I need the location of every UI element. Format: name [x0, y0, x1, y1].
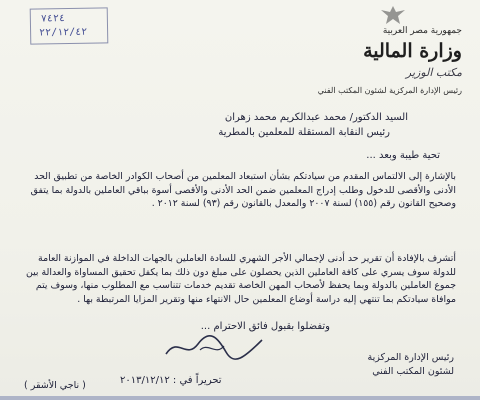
country-name: جمهورية مصر العربية [382, 26, 462, 36]
signatory-title-1: رئيس الإدارة المركزية [367, 352, 454, 363]
signatory-name: ( ناجي الأشقر ) [24, 380, 86, 391]
body-paragraph-2: أتشرف بالإفادة أن تقرير حد أدنى لإجمالي الأجر الشهري للسادة العاملين بالجهات الداخلة في الموازنة العامة للدولة سوف يسري على كافة العاملين الذين يحصلون على مبلغ دون ذلك بما يكفل تحقيق المساواة والعدالة بين جموع العاملين بالدولة وبما يحفظ لأصحاب المهن الخاصة تقديم خدمات تتناسب مع المطلوب منها، وسوف يتم موافاة سيادتكم بما تنتهي إليه دراسة أوضاع المعلمين حال الانتهاء منها وتقرير المزايا المرتبطة بها . [25, 253, 456, 305]
ministry-name: وزارة المالية [363, 40, 462, 62]
addressee-name: السيد الدكتور/ محمد عبدالكريم محمد زهران [224, 112, 408, 123]
office-name: مكتب الوزير [405, 66, 462, 79]
body-paragraph-1: بالإشارة إلى الالتماس المقدم من سيادتكم بشأن استبعاد المعلمين من أصحاب الكوادر الخاصة من تطبيق الحد الأدنى والأقصى للدخول وطلب إدراج المعلمين ضمن الحد الأدنى والأقصى أسوة بباقي العاملين بالدولة بما يتفق وصحيح القانون رقم (١٥٥) لسنة ٢٠٠٧ والمعدل بالقانون رقم (٩٣) لسنة ٢٠١٢ . [30, 171, 456, 209]
greeting: تحية طيبة وبعد ... [366, 150, 440, 161]
handwritten-signature-icon [160, 330, 270, 364]
stamp-date: ٢٢/١٢/٤٢ [39, 26, 88, 39]
stamp-number: ٧٤٢٤ [40, 13, 66, 25]
closing-line: وتفضلوا بقبول فائق الاحترام ... [200, 321, 330, 332]
signatory-title-2: لشئون المكتب الفني [372, 366, 454, 377]
letter-date: تحريراً في : ٢٠١٣/١٢/١٢ [120, 375, 222, 386]
department-name: رئيس الإدارة المركزية لشئون المكتب الفني [317, 86, 462, 95]
page-bottom-edge [0, 396, 480, 400]
eagle-emblem-icon [378, 4, 408, 26]
incoming-stamp [30, 7, 109, 44]
addressee-title: رئيس النقابة المستقلة للمعلمين بالمطرية [218, 127, 390, 138]
